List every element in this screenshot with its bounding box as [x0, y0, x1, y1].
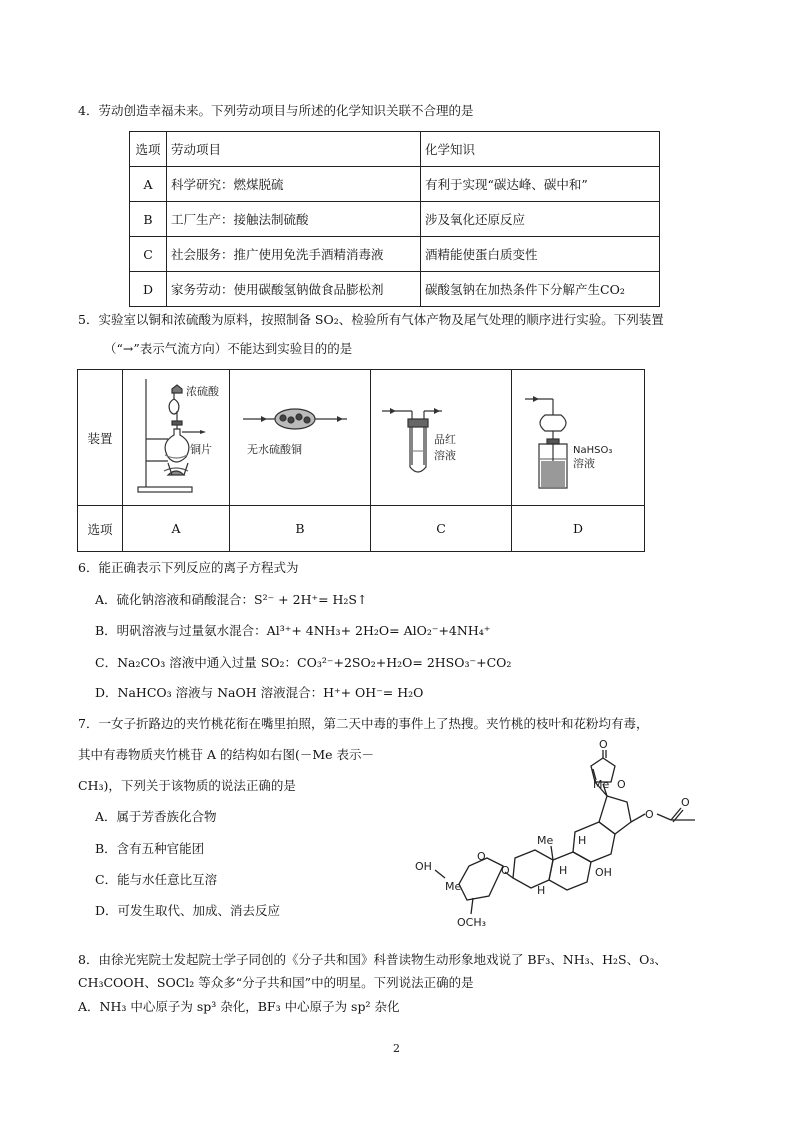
option-b: B: [230, 506, 371, 552]
atom-label: O: [617, 778, 626, 791]
page-number: 2: [393, 1042, 400, 1055]
table-header-cell: 劳动项目: [167, 132, 421, 167]
apparatus-b: [230, 370, 371, 506]
table-header-cell: 化学知识: [421, 132, 660, 167]
label-solution: 溶液: [573, 457, 595, 470]
q8-option-a: A．NH₃ 中心原子为 sp³ 杂化，BF₃ 中心原子为 sp² 杂化: [78, 999, 400, 1014]
table-cell: 工厂生产：接触法制硫酸: [167, 202, 421, 237]
table-cell: D: [130, 272, 167, 307]
q7-option-b: B．含有五种官能团: [95, 841, 205, 856]
q7-option-a: A．属于芳香族化合物: [95, 809, 217, 824]
label-fuchsine: 品红: [434, 433, 456, 446]
table-cell: A: [130, 167, 167, 202]
atom-label: Me: [445, 880, 462, 893]
apparatus-a: [123, 370, 230, 506]
q6-option-b: B．明矾溶液与过量氨水混合：Al³⁺+ 4NH₃+ 2H₂O= AlO₂⁻+4NH₄⁺: [95, 623, 491, 638]
table-cell: 涉及氧化还原反应: [421, 202, 660, 237]
atom-label: OCH₃: [457, 916, 487, 929]
label-solution: 溶液: [434, 449, 456, 462]
q7-line2: 其中有毒物质夹竹桃苷 A 的结构如右图(－Me 表示－: [78, 747, 375, 762]
q6-stem: 6．能正确表示下列反应的离子方程式为: [78, 560, 299, 575]
atom-label: H: [537, 884, 546, 897]
label-conc-sulfuric-acid: 浓硫酸: [186, 385, 219, 398]
table-row: [130, 132, 660, 167]
atom-label: O: [501, 864, 510, 877]
label-nahso3: NaHSO₃: [573, 445, 613, 456]
atom-label: OH: [595, 866, 612, 879]
table-row: [130, 167, 660, 202]
q7-line3: CH₃)，下列关于该物质的说法正确的是: [78, 778, 296, 793]
q4-stem: 4．劳动创造幸福未来。下列劳动项目与所述的化学知识关联不合理的是: [78, 103, 474, 118]
row-label-option: 选项: [78, 506, 123, 552]
table-row: [130, 237, 660, 272]
q4-table: [129, 131, 660, 307]
table-cell: 碳酸氢钠在加热条件下分解产生CO₂: [421, 272, 660, 307]
flask-apparatus-icon: [124, 371, 228, 501]
table-cell: 社会服务：推广使用免洗手酒精消毒液: [167, 237, 421, 272]
apparatus-d: [512, 370, 645, 506]
drying-tube-icon: [231, 371, 369, 501]
test-tube-icon: [372, 371, 510, 501]
absorption-flask-icon: [513, 371, 643, 501]
atom-label: H: [578, 834, 587, 847]
q6-option-a: A．硫化钠溶液和硝酸混合：S²⁻ + 2H⁺= H₂S↑: [95, 592, 368, 607]
label-anhydrous-copper-sulfate: 无水硫酸铜: [247, 443, 302, 456]
q7-option-c: C．能与水任意比互溶: [95, 872, 218, 887]
table-cell: 有利于实现“碳达峰、碳中和”: [421, 167, 660, 202]
q8-line1: 8．由徐光宪院士发起院士学子同创的《分子共和国》科普读物生动形象地戏说了 BF₃、NH₃、H₂S、O₃、: [78, 952, 667, 967]
table-cell: 科学研究：燃煤脱硫: [167, 167, 421, 202]
q7-option-d: D．可发生取代、加成、消去反应: [95, 903, 281, 918]
table-row: [78, 506, 645, 552]
q5-table: [77, 369, 645, 552]
option-a: A: [123, 506, 230, 552]
atom-label: O: [477, 850, 486, 863]
table-row: [130, 202, 660, 237]
table-cell: B: [130, 202, 167, 237]
atom-label: O: [645, 808, 654, 821]
atom-label: OH: [415, 860, 432, 873]
table-cell: C: [130, 237, 167, 272]
molecular-structure: [405, 738, 735, 932]
atom-label: H: [559, 864, 568, 877]
q5-stem-line1: 5．实验室以铜和浓硫酸为原料，按照制备 SO₂、检验所有气体产物及尾气处理的顺序进行实验。下列装置: [78, 312, 664, 327]
option-d: D: [512, 506, 645, 552]
q6-option-d: D．NaHCO₃ 溶液与 NaOH 溶液混合：H⁺+ OH⁻= H₂O: [95, 685, 424, 700]
table-row: [130, 272, 660, 307]
atom-label: O: [599, 738, 608, 751]
table-cell: 酒精能使蛋白质变性: [421, 237, 660, 272]
atom-label: Me: [593, 778, 610, 791]
label-copper: 铜片: [190, 443, 212, 456]
atom-label: Me: [537, 834, 554, 847]
q8-line2: CH₃COOH、SOCl₂ 等众多“分子共和国”中的明星。下列说法正确的是: [78, 975, 474, 990]
option-c: C: [371, 506, 512, 552]
table-row: [78, 370, 645, 506]
apparatus-c: [371, 370, 512, 506]
q5-stem-line2: （“→”表示气流方向）不能达到实验目的的是: [104, 341, 353, 356]
atom-label: O: [681, 796, 690, 809]
q7-line1: 7．一女子折路边的夹竹桃花衔在嘴里拍照，第二天中毒的事件上了热搜。夹竹桃的枝叶和花粉均有毒，: [78, 716, 649, 731]
table-header-cell: 选项: [130, 132, 167, 167]
row-label-apparatus: 装置: [78, 370, 123, 506]
table-cell: 家务劳动：使用碳酸氢钠做食品膨松剂: [167, 272, 421, 307]
q6-option-c: C．Na₂CO₃ 溶液中通入过量 SO₂：CO₃²⁻+2SO₂+H₂O= 2HSO₃⁻+CO₂: [95, 655, 512, 670]
